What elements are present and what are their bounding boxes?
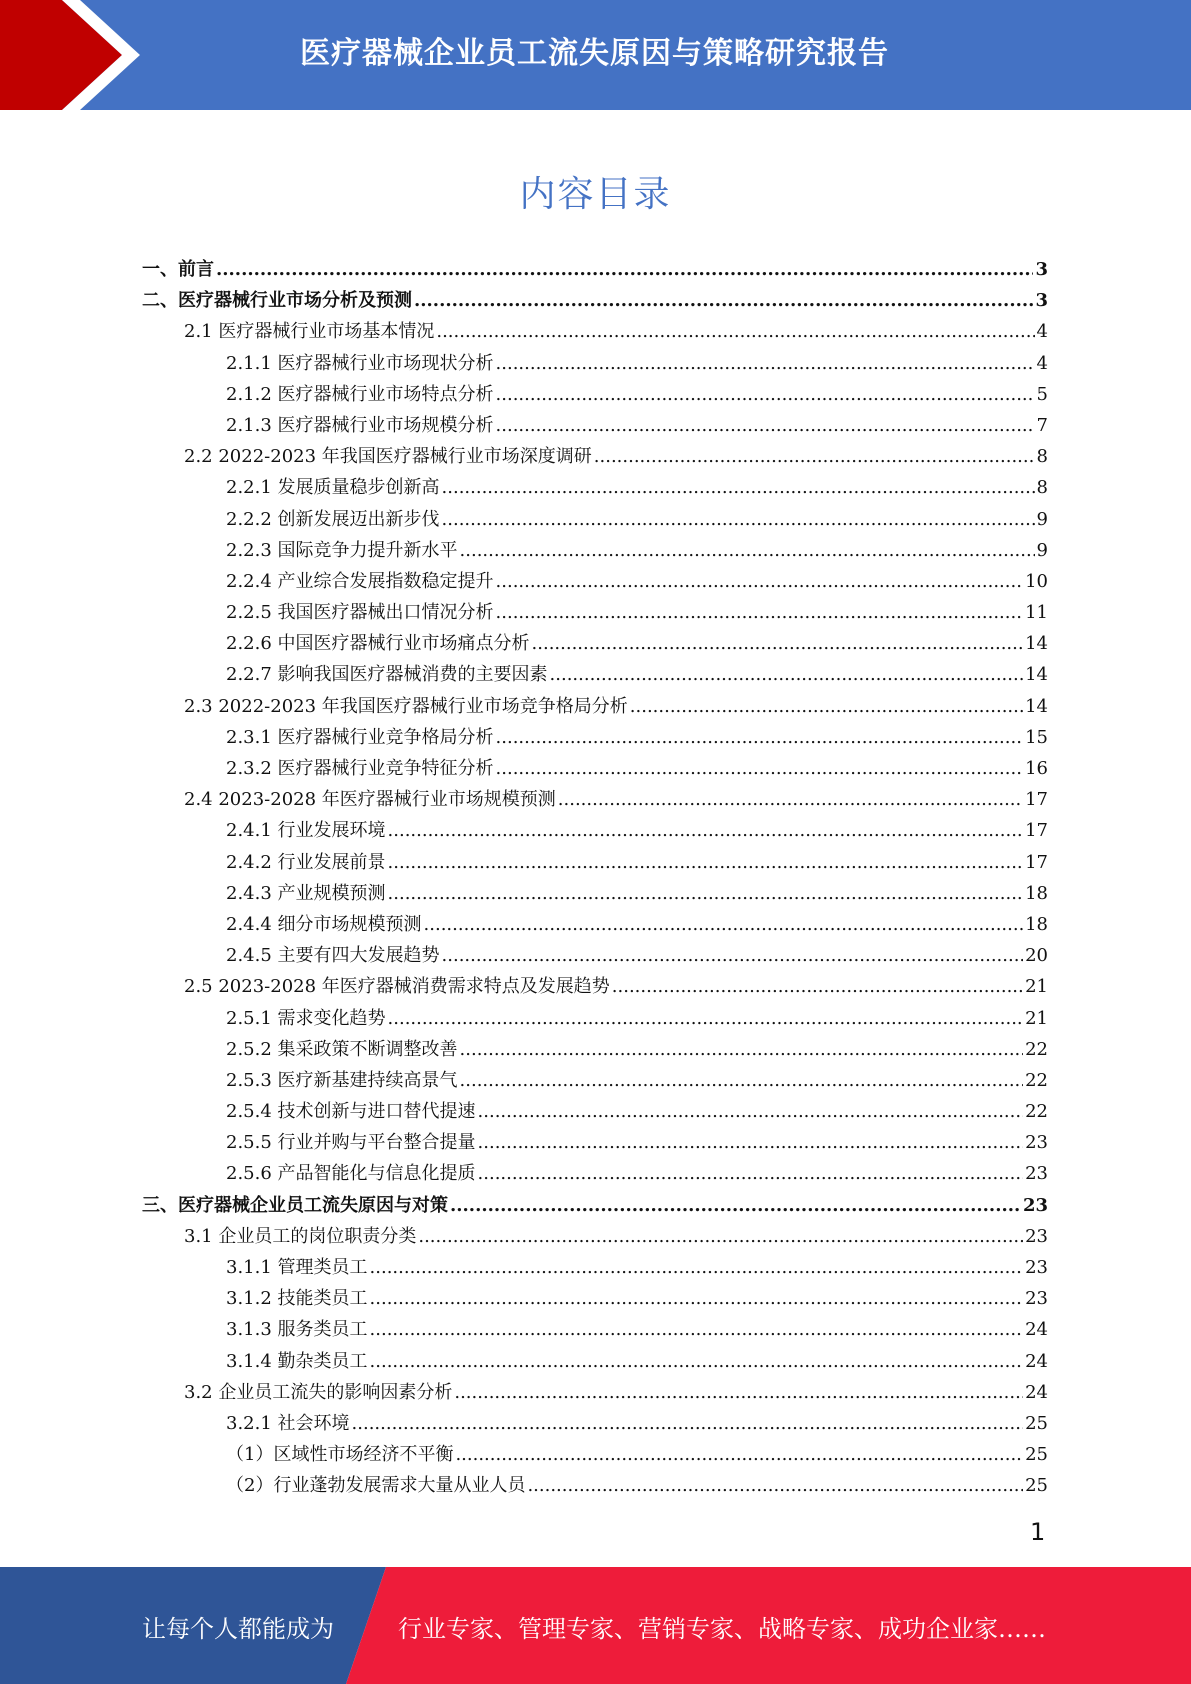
toc-leader-dots bbox=[496, 410, 1035, 441]
footer-slogan-right: 行业专家、管理专家、营销专家、战略专家、成功企业家…… bbox=[398, 1615, 1046, 1643]
toc-entry-page: 25 bbox=[1025, 1444, 1048, 1466]
toc-entry-page: 10 bbox=[1025, 570, 1048, 592]
toc-entry-page: 3 bbox=[1035, 259, 1048, 280]
toc-leader-dots bbox=[496, 379, 1035, 410]
toc-entry-label: 3.1 企业员工的岗位职责分类 bbox=[184, 1225, 417, 1247]
toc-entry-page: 22 bbox=[1025, 1101, 1048, 1123]
toc-entry-label: 2.5.5 行业并购与平台整合提量 bbox=[226, 1132, 476, 1154]
toc-entry-label: 一、前言 bbox=[142, 259, 214, 280]
toc-leader-dots bbox=[442, 504, 1035, 535]
toc-entry-page: 14 bbox=[1025, 633, 1048, 655]
toc-leader-dots bbox=[388, 878, 1024, 909]
toc-entry-label: 3.1.4 勤杂类员工 bbox=[226, 1350, 368, 1372]
toc-leader-dots bbox=[442, 940, 1024, 971]
toc-entry-page: 20 bbox=[1025, 945, 1048, 967]
toc-entry[interactable] bbox=[142, 285, 1048, 316]
toc-entry[interactable] bbox=[142, 348, 1048, 379]
toc-entry-label: （1）区域性市场经济不平衡 bbox=[226, 1444, 454, 1466]
toc-entry[interactable] bbox=[142, 1190, 1048, 1221]
toc-leader-dots bbox=[388, 1003, 1024, 1034]
toc-entry-page: 14 bbox=[1025, 664, 1048, 686]
toc-entry-page: 9 bbox=[1036, 508, 1048, 530]
toc-entry[interactable] bbox=[142, 504, 1048, 535]
toc-entry[interactable] bbox=[142, 878, 1048, 909]
toc-entry-page: 8 bbox=[1036, 446, 1048, 468]
toc-entry[interactable] bbox=[142, 1377, 1048, 1408]
page-number: 1 bbox=[1030, 1518, 1046, 1546]
toc-entry-label: 2.3.1 医疗器械行业竞争格局分析 bbox=[226, 726, 494, 748]
toc-entry-label: 3.1.2 技能类员工 bbox=[226, 1288, 368, 1310]
toc-entry[interactable] bbox=[142, 1314, 1048, 1345]
toc-leader-dots bbox=[370, 1283, 1024, 1314]
toc-entry-label: 2.5.3 医疗新基建持续高景气 bbox=[226, 1069, 458, 1091]
toc-entry-label: 2.5 2023-2028 年医疗器械消费需求特点及发展趋势 bbox=[184, 976, 610, 998]
toc-entry-label: 2.2.3 国际竞争力提升新水平 bbox=[226, 539, 458, 561]
toc-entry-page: 22 bbox=[1025, 1069, 1048, 1091]
toc-entry-label: 3.1.1 管理类员工 bbox=[226, 1257, 368, 1278]
toc-entry[interactable] bbox=[142, 566, 1048, 597]
toc-leader-dots bbox=[442, 472, 1035, 503]
toc-entry[interactable] bbox=[142, 597, 1048, 628]
toc-leader-dots bbox=[550, 659, 1024, 690]
toc-entry[interactable] bbox=[142, 909, 1048, 940]
toc-entry[interactable] bbox=[142, 1003, 1048, 1034]
toc-entry[interactable] bbox=[142, 472, 1048, 503]
toc-leader-dots bbox=[496, 348, 1035, 379]
toc-entry[interactable] bbox=[142, 753, 1048, 784]
toc-entry-page: 18 bbox=[1025, 913, 1048, 935]
toc-entry-label: 3.2.1 社会环境 bbox=[226, 1412, 350, 1434]
toc-leader-dots bbox=[436, 316, 1034, 347]
toc-entry[interactable] bbox=[142, 316, 1048, 347]
toc-entry[interactable] bbox=[142, 535, 1048, 566]
toc-leader-dots bbox=[352, 1408, 1024, 1439]
toc-leader-dots bbox=[478, 1158, 1024, 1189]
toc-entry[interactable] bbox=[142, 940, 1048, 971]
toc-entry-page: 17 bbox=[1025, 820, 1048, 842]
toc-entry-label: 2.2 2022-2023 年我国医疗器械行业市场深度调研 bbox=[184, 446, 592, 468]
toc-entry-page: 15 bbox=[1025, 726, 1048, 748]
toc-entry[interactable] bbox=[142, 815, 1048, 846]
toc-entry-page: 23 bbox=[1025, 1288, 1048, 1310]
toc-entry[interactable] bbox=[142, 379, 1048, 410]
toc-leader-dots bbox=[388, 847, 1024, 878]
toc-entry-label: 2.3.2 医疗器械行业竞争特征分析 bbox=[226, 758, 494, 779]
toc-entry[interactable] bbox=[142, 784, 1048, 815]
toc-leader-dots bbox=[454, 1377, 1023, 1408]
toc-leader-dots bbox=[460, 1065, 1024, 1096]
toc-entry-label: 2.2.6 中国医疗器械行业市场痛点分析 bbox=[226, 633, 530, 655]
toc-entry[interactable] bbox=[142, 971, 1048, 1002]
toc-entry-label: 二、医疗器械行业市场分析及预测 bbox=[142, 290, 412, 312]
report-title: 医疗器械企业员工流失原因与策略研究报告 bbox=[300, 36, 889, 71]
toc-entry-label: 2.2.5 我国医疗器械出口情况分析 bbox=[226, 602, 494, 624]
toc-entry-label: 2.5.1 需求变化趋势 bbox=[226, 1007, 386, 1029]
toc-entry-label: 2.4.4 细分市场规模预测 bbox=[226, 913, 422, 935]
toc-entry-label: 3.1.3 服务类员工 bbox=[226, 1319, 368, 1341]
toc-entry[interactable] bbox=[142, 1439, 1048, 1470]
toc-entry-label: 2.4.5 主要有四大发展趋势 bbox=[226, 945, 440, 967]
toc-entry-label: 2.5.2 集采政策不断调整改善 bbox=[226, 1038, 458, 1060]
toc-entry-page: 23 bbox=[1025, 1132, 1048, 1154]
toc-leader-dots bbox=[527, 1470, 1023, 1501]
toc-entry-label: 2.1.3 医疗器械行业市场规模分析 bbox=[226, 414, 494, 436]
toc-entry-page: 9 bbox=[1036, 539, 1048, 561]
toc-leader-dots bbox=[496, 566, 1024, 597]
table-of-contents bbox=[142, 254, 1048, 1502]
toc-entry-label: 三、医疗器械企业员工流失原因与对策 bbox=[142, 1194, 448, 1216]
toc-leader-dots bbox=[478, 1127, 1024, 1158]
toc-entry-label: 2.1.2 医疗器械行业市场特点分析 bbox=[226, 383, 494, 405]
toc-entry-page: 24 bbox=[1025, 1319, 1048, 1341]
toc-entry[interactable] bbox=[142, 1252, 1048, 1283]
toc-entry-page: 25 bbox=[1025, 1412, 1048, 1434]
footer-banner bbox=[0, 1567, 1191, 1684]
toc-entry-page: 18 bbox=[1025, 882, 1048, 904]
toc-entry[interactable] bbox=[142, 1283, 1048, 1314]
toc-leader-dots bbox=[370, 1314, 1024, 1345]
toc-entry-label: 2.1.1 医疗器械行业市场现状分析 bbox=[226, 352, 494, 374]
footer-slogan-left: 让每个人都能成为 bbox=[142, 1615, 334, 1643]
toc-leader-dots bbox=[496, 722, 1024, 753]
toc-entry[interactable] bbox=[142, 254, 1048, 285]
toc-leader-dots bbox=[478, 1096, 1024, 1127]
toc-entry-page: 22 bbox=[1025, 1038, 1048, 1060]
toc-entry-label: 2.1 医疗器械行业市场基本情况 bbox=[184, 321, 435, 343]
toc-leader-dots bbox=[558, 784, 1023, 815]
toc-leader-dots bbox=[630, 691, 1023, 722]
toc-entry[interactable] bbox=[142, 722, 1048, 753]
toc-entry-label: 2.2.7 影响我国医疗器械消费的主要因素 bbox=[226, 664, 548, 686]
toc-entry-page: 17 bbox=[1025, 851, 1048, 873]
toc-leader-dots bbox=[496, 597, 1024, 628]
toc-entry-page: 23 bbox=[1025, 1225, 1048, 1247]
toc-entry[interactable] bbox=[142, 1221, 1048, 1252]
toc-entry-page: 23 bbox=[1022, 1194, 1048, 1216]
toc-entry[interactable] bbox=[142, 1158, 1048, 1189]
toc-entry-page: 4 bbox=[1036, 352, 1048, 374]
toc-leader-dots bbox=[455, 1439, 1023, 1470]
toc-entry-label: 2.2.4 产业综合发展指数稳定提升 bbox=[226, 570, 494, 592]
toc-entry[interactable] bbox=[142, 410, 1048, 441]
toc-leader-dots bbox=[414, 285, 1033, 316]
toc-leader-dots bbox=[418, 1221, 1023, 1252]
toc-entry-page: 11 bbox=[1025, 602, 1048, 624]
toc-entry[interactable] bbox=[142, 1065, 1048, 1096]
toc-entry-label: 3.2 企业员工流失的影响因素分析 bbox=[184, 1381, 453, 1403]
toc-entry-page: 7 bbox=[1036, 414, 1048, 436]
toc-entry-page: 24 bbox=[1025, 1350, 1048, 1372]
toc-leader-dots bbox=[424, 909, 1024, 940]
toc-entry-page: 23 bbox=[1025, 1257, 1048, 1278]
toc-entry[interactable] bbox=[142, 1346, 1048, 1377]
toc-entry-label: 2.4 2023-2028 年医疗器械行业市场规模预测 bbox=[184, 789, 556, 811]
toc-leader-dots bbox=[460, 1034, 1024, 1065]
toc-entry-page: 14 bbox=[1025, 695, 1048, 717]
toc-entry-page: 24 bbox=[1025, 1381, 1048, 1403]
toc-entry-label: 2.5.6 产品智能化与信息化提质 bbox=[226, 1163, 476, 1185]
toc-entry-label: 2.5.4 技术创新与进口替代提速 bbox=[226, 1101, 476, 1123]
toc-leader-dots bbox=[612, 971, 1023, 1002]
toc-entry-label: 2.4.1 行业发展环境 bbox=[226, 820, 386, 842]
toc-leader-dots bbox=[594, 441, 1035, 472]
toc-entry[interactable] bbox=[142, 628, 1048, 659]
toc-entry[interactable] bbox=[142, 659, 1048, 690]
toc-leader-dots bbox=[450, 1190, 1021, 1221]
toc-entry-page: 16 bbox=[1025, 758, 1048, 779]
toc-leader-dots bbox=[388, 815, 1024, 846]
toc-entry[interactable] bbox=[142, 1127, 1048, 1158]
toc-entry[interactable] bbox=[142, 1096, 1048, 1127]
toc-entry-page: 3 bbox=[1035, 290, 1048, 312]
toc-entry[interactable] bbox=[142, 1034, 1048, 1065]
toc-entry[interactable] bbox=[142, 441, 1048, 472]
toc-entry[interactable] bbox=[142, 1470, 1048, 1501]
toc-leader-dots bbox=[496, 753, 1024, 784]
toc-entry-label: 2.4.3 产业规模预测 bbox=[226, 882, 386, 904]
toc-entry-label: 2.3 2022-2023 年我国医疗器械行业市场竞争格局分析 bbox=[184, 695, 628, 717]
toc-entry-page: 4 bbox=[1036, 321, 1048, 343]
toc-entry-page: 21 bbox=[1025, 976, 1048, 998]
toc-entry-label: 2.4.2 行业发展前景 bbox=[226, 851, 386, 873]
toc-entry-label: （2）行业蓬勃发展需求大量从业人员 bbox=[226, 1475, 526, 1497]
toc-entry-page: 25 bbox=[1025, 1475, 1048, 1497]
toc-leader-dots bbox=[460, 535, 1035, 566]
toc-entry-page: 8 bbox=[1036, 477, 1048, 499]
toc-entry-page: 23 bbox=[1025, 1163, 1048, 1185]
toc-leader-dots bbox=[532, 628, 1024, 659]
toc-heading: 内容目录 bbox=[519, 174, 672, 215]
header-banner bbox=[0, 0, 1191, 110]
toc-entry-label: 2.2.2 创新发展迈出新步伐 bbox=[226, 508, 440, 530]
toc-entry[interactable] bbox=[142, 847, 1048, 878]
toc-leader-dots bbox=[370, 1252, 1024, 1283]
toc-entry-page: 21 bbox=[1025, 1007, 1048, 1029]
toc-entry-page: 17 bbox=[1025, 789, 1048, 811]
toc-entry-page: 5 bbox=[1036, 383, 1048, 405]
toc-entry[interactable] bbox=[142, 1408, 1048, 1439]
toc-entry[interactable] bbox=[142, 691, 1048, 722]
toc-entry-label: 2.2.1 发展质量稳步创新高 bbox=[226, 477, 440, 499]
toc-leader-dots bbox=[216, 254, 1033, 285]
toc-leader-dots bbox=[370, 1346, 1024, 1377]
